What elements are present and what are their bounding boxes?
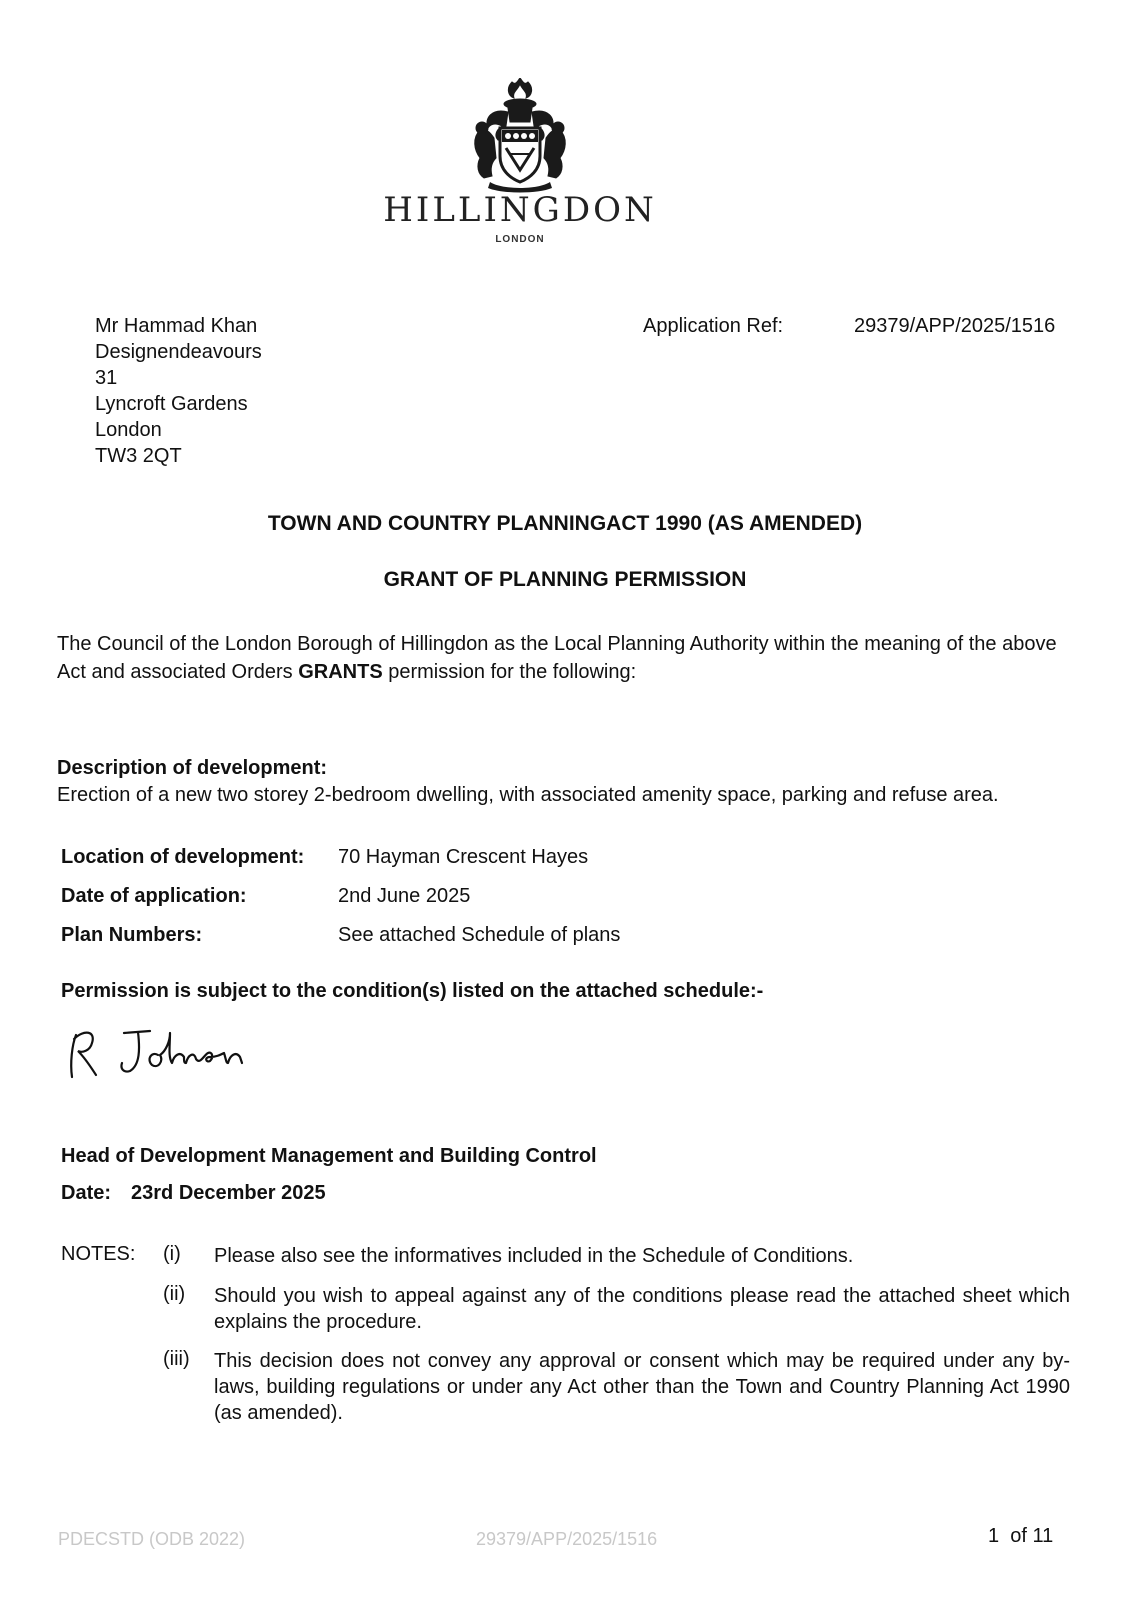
decision-date — [61, 1182, 326, 1205]
act-title: TOWN AND COUNTRY PLANNINGACT 1990 (AS AMENDED) — [267, 512, 863, 535]
footer-application-ref: 29379/APP/2025/1516 — [476, 1529, 658, 1549]
coat-of-arms-icon — [462, 78, 578, 194]
recipient-company: Designendeavours — [95, 341, 262, 363]
recipient-street: Lyncroft Gardens — [95, 393, 248, 415]
note-number: (ii) — [163, 1283, 186, 1305]
location-value: 70 Hayman Crescent Hayes — [338, 846, 589, 868]
note-number: (iii) — [163, 1348, 190, 1370]
intro-grants-emphasis: GRANTS — [298, 661, 383, 683]
page-number: 1 of 11 — [988, 1525, 1054, 1547]
notes-label: NOTES: — [61, 1243, 136, 1265]
decision-date-value: 23rd December 2025 — [131, 1182, 326, 1204]
note-text: Please also see the informatives included in the Schedule of Conditions. — [214, 1245, 854, 1267]
recipient-name: Mr Hammad Khan — [95, 315, 258, 337]
council-wordmark: HILLINGDON — [383, 190, 657, 230]
application-date-value: 2nd June 2025 — [338, 885, 471, 907]
signatory-title: Head of Development Management and Building Control — [61, 1145, 597, 1167]
note-number: (i) — [163, 1243, 181, 1265]
note-text: This decision does not convey any approval or consent which may be required under any by-laws, building regulations or under any Act other than the Town and Country Planning Act 1990 (as amended). — [214, 1350, 1070, 1424]
intro-paragraph — [57, 630, 1077, 686]
location-label: Location of development: — [61, 846, 305, 868]
recipient-number: 31 — [95, 367, 118, 389]
application-date-label: Date of application: — [61, 885, 247, 907]
council-subtitle: LONDON — [495, 234, 545, 245]
description-heading: Description of development: — [57, 757, 328, 779]
grant-title: GRANT OF PLANNING PERMISSION — [383, 568, 747, 591]
recipient-postcode: TW3 2QT — [95, 445, 182, 467]
application-ref-value: 29379/APP/2025/1516 — [854, 315, 1056, 337]
plan-numbers-value: See attached Schedule of plans — [338, 924, 621, 946]
intro-text-before: The Council of the London Borough of Hillingdon as the Local Planning Authority within the meaning of the above Act and associated Orders — [57, 633, 1057, 683]
application-ref-label: Application Ref: — [643, 315, 784, 337]
condition-note: Permission is subject to the condition(s) listed on the attached schedule:- — [61, 980, 764, 1002]
signature-image — [62, 1015, 262, 1093]
intro-text-after: permission for the following: — [382, 661, 637, 683]
plan-numbers-label: Plan Numbers: — [61, 924, 203, 946]
note-text: Should you wish to appeal against any of the conditions please read the attached sheet which explains the procedure. — [214, 1285, 1070, 1333]
description-text: Erection of a new two storey 2-bedroom dwelling, with associated amenity space, parking and refuse area. — [57, 784, 999, 806]
decision-date-label: Date: — [61, 1182, 112, 1204]
footer-document-code: PDECSTD (ODB 2022) — [58, 1529, 246, 1549]
recipient-address — [95, 313, 262, 469]
recipient-city: London — [95, 419, 162, 441]
